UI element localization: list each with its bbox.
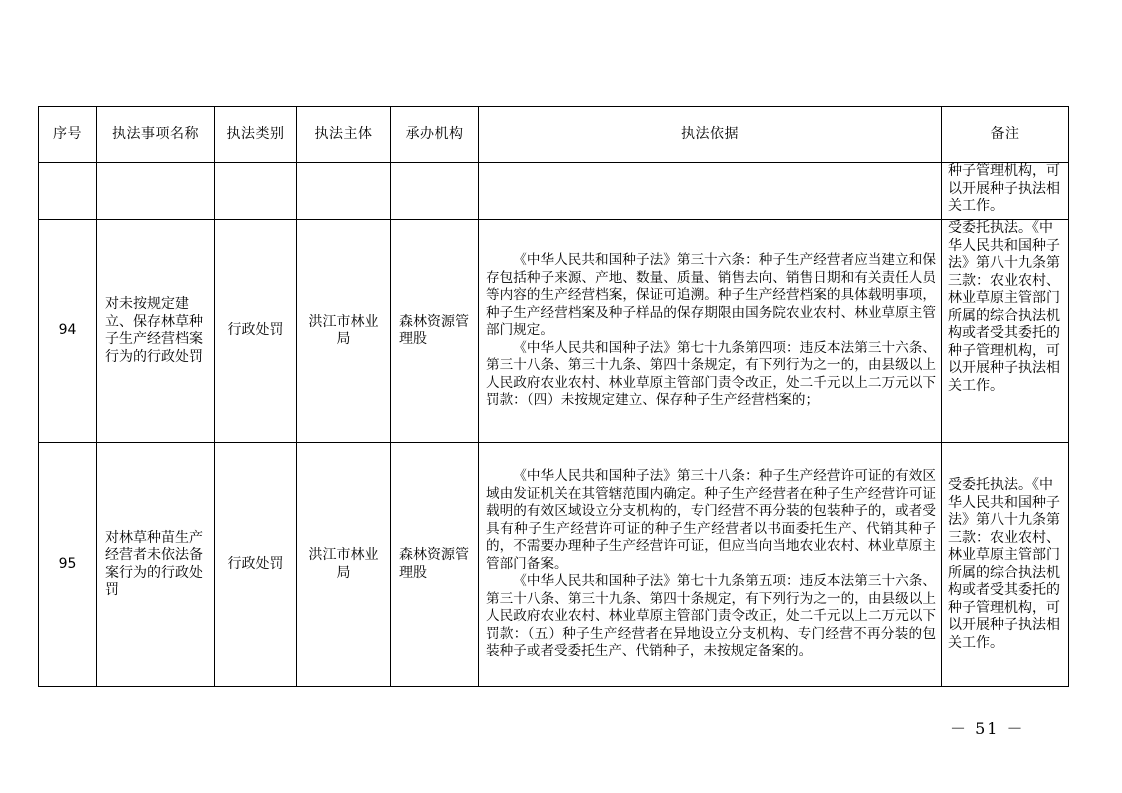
header-note: 备注 (942, 107, 1069, 163)
cell-org: 森林资源管理股 (391, 220, 479, 443)
cell-no: 94 (39, 220, 97, 443)
cell-subject: 洪江市林业局 (297, 443, 391, 687)
cell-note: 受委托执法。《中华人民共和国种子法》第八十九条第三款：农业农村、林业草原主管部门所属的综合执法机构或者受其委托的种子管理机构，可以开展种子执法相关工作。 (942, 443, 1069, 687)
cell-subject: 洪江市林业局 (297, 220, 391, 443)
basis-paragraph: 《中华人民共和国种子法》第七十九条第四项：违反本法第三十六条、第三十八条、第三十九条、第四十条规定，有下列行为之一的，由县级以上人民政府农业农村、林业草原主管部门责令改正，处二千元以上二万元以下罚款：（四）未按规定建立、保存种子生产经营档案的； (486, 339, 936, 409)
cell-note: 种子管理机构，可以开展种子执法相关工作。 (942, 163, 1069, 220)
cell-name: 对未按规定建立、保存林草种子生产经营档案行为的行政处罚 (97, 220, 215, 443)
cell-no: 95 (39, 443, 97, 687)
basis-paragraph: 《中华人民共和国种子法》第三十八条：种子生产经营许可证的有效区域由发证机关在其管辖范围内确定。种子生产经营者在种子生产经营许可证载明的有效区域设立分支机构的，专门经营不再分装的包装种子的，或者受具有种子生产经营许可证的种子生产经营者以书面委托生产、代销其种子的，不需要办理种子生产经营许可证，但应当向当地农业农村、林业草原主管部门备案。 (486, 468, 936, 572)
cell-category: 行政处罚 (215, 443, 297, 687)
header-no: 序号 (39, 107, 97, 163)
header-basis: 执法依据 (479, 107, 942, 163)
cell-note: 受委托执法。《中华人民共和国种子法》第八十九条第三款：农业农村、林业草原主管部门所属的综合执法机构或者受其委托的种子管理机构，可以开展种子执法相关工作。 (942, 220, 1069, 443)
header-category: 执法类别 (215, 107, 297, 163)
cell-category (215, 163, 297, 220)
basis-paragraph: 《中华人民共和国种子法》第七十九条第五项：违反本法第三十六条、第三十八条、第三十九条、第四十条规定，有下列行为之一的，由县级以上人民政府农业农村、林业草原主管部门责令改正，处二千元以上二万元以下罚款：（五）种子生产经营者在异地设立分支机构、专门经营不再分装的包装种子或者受委托生产、代销种子，未按规定备案的。 (486, 573, 936, 660)
table-header-row (39, 107, 1069, 163)
cell-subject (297, 163, 391, 220)
header-subject: 执法主体 (297, 107, 391, 163)
cell-basis (479, 443, 942, 687)
basis-paragraph: 《中华人民共和国种子法》第三十六条：种子生产经营者应当建立和保存包括种子来源、产地、数量、质量、销售去向、销售日期和有关责任人员等内容的生产经营档案，保证可追溯。种子生产经营档案的具体载明事项，种子生产经营档案及种子样品的保存期限由国务院农业农村、林业草原主管部门规定。 (486, 252, 936, 339)
header-name: 执法事项名称 (97, 107, 215, 163)
cell-org (391, 163, 479, 220)
cell-basis (479, 220, 942, 443)
cell-name: 对林草种苗生产经营者未依法备案行为的行政处罚 (97, 443, 215, 687)
cell-org: 森林资源管理股 (391, 443, 479, 687)
table-row (39, 220, 1069, 443)
cell-category: 行政处罚 (215, 220, 297, 443)
cell-name (97, 163, 215, 220)
table-row (39, 443, 1069, 687)
law-enforcement-table (38, 106, 1069, 687)
continuation-row (39, 163, 1069, 220)
cell-no (39, 163, 97, 220)
page-number: － 51 － (950, 719, 1025, 738)
header-org: 承办机构 (391, 107, 479, 163)
cell-basis (479, 163, 942, 220)
